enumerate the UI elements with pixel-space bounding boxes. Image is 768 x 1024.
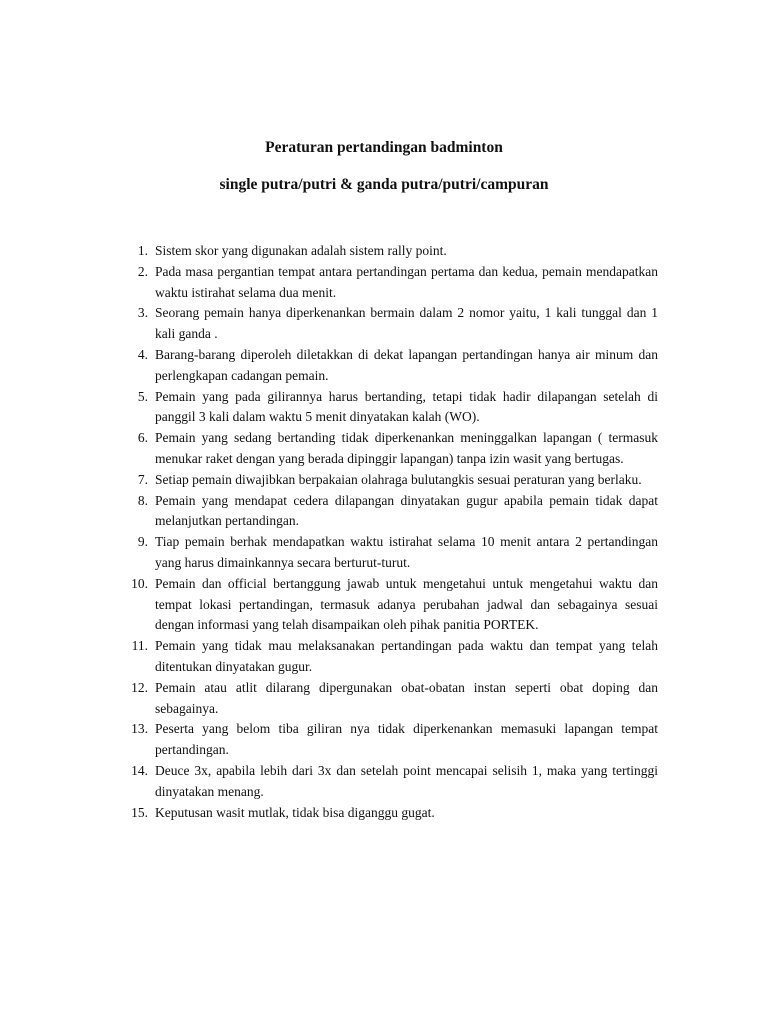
- rule-text: Pemain yang mendapat cedera dilapangan dinyatakan gugur apabila pemain tidak dapat melanjutkan pertandingan.: [155, 492, 658, 529]
- rule-text: Deuce 3x, apabila lebih dari 3x dan setelah point mencapai selisih 1, maka yang tertinggi dinyatakan menang.: [155, 762, 658, 799]
- rule-text: Peserta yang belom tiba giliran nya tidak diperkenankan memasuki lapangan tempat pertandingan.: [155, 721, 658, 758]
- rule-item: [118, 303, 658, 345]
- rule-number: 12.: [131, 679, 148, 695]
- rule-number: 7.: [137, 471, 148, 487]
- rule-number: 14.: [131, 762, 148, 778]
- rules-list: [118, 241, 658, 823]
- rule-item: [118, 574, 658, 636]
- rule-text: Pemain atau atlit dilarang dipergunakan obat-obatan instan seperti obat doping dan sebagainya.: [155, 679, 658, 716]
- rule-text: Tiap pemain berhak mendapatkan waktu istirahat selama 10 menit antara 2 pertandingan yang harus dimainkannya secara berturut-turut.: [155, 534, 658, 570]
- document-title: Peraturan pertandingan badminton: [265, 139, 503, 156]
- rule-text: Pemain yang sedang bertanding tidak diperkenankan meninggalkan lapangan ( termasuk menukar raket dengan yang berada dipinggir lapangan) tanpa izin wasit yang bertugas.: [155, 430, 658, 466]
- rule-number: 6.: [137, 430, 148, 446]
- rule-number: 9.: [137, 534, 148, 550]
- rule-item: [118, 803, 658, 824]
- rule-number: 2.: [137, 263, 148, 279]
- rule-item: [118, 491, 658, 533]
- rule-text: Keputusan wasit mutlak, tidak bisa diganggu gugat.: [155, 804, 435, 820]
- rule-number: 11.: [131, 638, 148, 654]
- rule-item: [118, 719, 658, 761]
- rule-item: [118, 636, 658, 678]
- rule-number: 15.: [131, 804, 148, 820]
- rule-text: Seorang pemain hanya diperkenankan bermain dalam 2 nomor yaitu, 1 kali tunggal dan 1 kali ganda .: [155, 305, 658, 342]
- rule-number: 5.: [137, 388, 148, 404]
- rule-text: Pemain yang pada gilirannya harus bertanding, tetapi tidak hadir dilapangan setelah di panggil 3 kali dalam waktu 5 menit dinyatakan kalah (WO).: [155, 388, 658, 425]
- rule-item: [118, 678, 658, 720]
- rule-item: [118, 262, 658, 304]
- rule-number: 1.: [137, 243, 148, 258]
- rule-number: 3.: [137, 305, 148, 321]
- rule-item: [118, 387, 658, 429]
- rule-number: 13.: [131, 721, 148, 737]
- rule-text: Barang-barang diperoleh diletakkan di dekat lapangan pertandingan hanya air minum dan perlengkapan cadangan pemain.: [155, 346, 658, 383]
- rule-item: [118, 532, 658, 574]
- rule-item: [118, 345, 658, 387]
- rule-text: Pemain dan official bertanggung jawab untuk mengetahui untuk mengetahui waktu dan tempat lokasi pertandingan, termasuk adanya perubahan jadwal dan sebagainya sesuai dengan informasi yang telah disampaikan oleh pihak panitia PORTEK.: [155, 575, 658, 633]
- rule-number: 10.: [131, 575, 148, 591]
- document-subtitle: single putra/putri & ganda putra/putri/campuran: [219, 176, 549, 193]
- rule-number: 8.: [137, 492, 148, 508]
- rule-text: Sistem skor yang digunakan adalah sistem rally point.: [155, 243, 447, 258]
- rule-number: 4.: [137, 346, 148, 362]
- rule-item: [118, 428, 658, 470]
- rule-item: [118, 761, 658, 803]
- rule-text: Pemain yang tidak mau melaksanakan pertandingan pada waktu dan tempat yang telah ditentukan dinyatakan gugur.: [155, 638, 658, 674]
- rule-text: Pada masa pergantian tempat antara pertandingan pertama dan kedua, pemain mendapatkan waktu istirahat selama dua menit.: [155, 263, 658, 300]
- rule-text: Setiap pemain diwajibkan berpakaian olahraga bulutangkis sesuai peraturan yang berlaku.: [155, 471, 642, 487]
- rule-item: [118, 241, 658, 262]
- rule-item: [118, 470, 658, 491]
